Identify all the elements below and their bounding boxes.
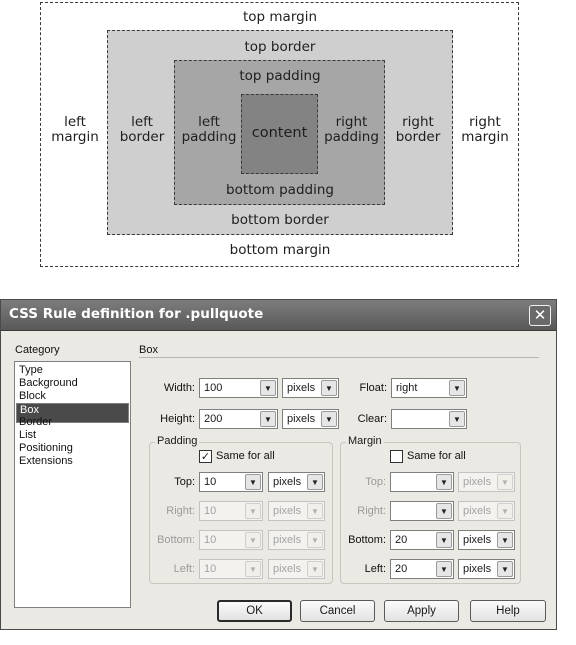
chevron-down-icon[interactable]: ▼ bbox=[436, 474, 452, 490]
chevron-down-icon[interactable]: ▼ bbox=[260, 411, 276, 427]
padding-group-title: Padding bbox=[157, 435, 198, 447]
height-unit-select[interactable]: pixels ▼ bbox=[282, 409, 339, 429]
category-item-extensions[interactable]: Extensions bbox=[19, 455, 73, 467]
padding-top-unit-select[interactable]: pixels ▼ bbox=[268, 472, 325, 492]
margin-right-select[interactable] bbox=[390, 501, 454, 521]
help-button[interactable]: Help bbox=[470, 600, 546, 622]
left-padding-label: left padding bbox=[181, 114, 237, 145]
width-unit-select[interactable]: pixels ▼ bbox=[282, 378, 339, 398]
padding-top-select[interactable]: 10 ▼ bbox=[199, 472, 263, 492]
chevron-down-icon[interactable]: ▼ bbox=[321, 380, 337, 396]
category-label: Category bbox=[15, 344, 60, 356]
dialog-title: CSS Rule definition for .pullquote bbox=[9, 306, 264, 322]
margin-top-unit-select: pixels ▼ bbox=[458, 472, 515, 492]
margin-right-unit-select: pixels ▼ bbox=[458, 501, 515, 521]
section-divider bbox=[139, 357, 539, 358]
top-margin-label: top margin bbox=[242, 9, 318, 25]
right-border-label: right border bbox=[395, 114, 441, 145]
bottom-padding-label: bottom padding bbox=[226, 182, 334, 198]
float-select[interactable]: right ▼ bbox=[391, 378, 467, 398]
chevron-down-icon[interactable]: ▼ bbox=[245, 474, 261, 490]
chevron-down-icon[interactable]: ▼ bbox=[436, 503, 452, 519]
padding-bottom-label: Bottom: bbox=[157, 534, 195, 546]
padding-bottom-select: 10 ▼ bbox=[199, 530, 263, 550]
apply-button[interactable]: Apply bbox=[384, 600, 459, 622]
padding-left-select: 10 ▼ bbox=[199, 559, 263, 579]
height-label: Height: bbox=[160, 413, 195, 425]
category-item-block[interactable]: Block bbox=[19, 390, 46, 402]
margin-left-label: Left: bbox=[364, 563, 386, 575]
clear-label: Clear: bbox=[357, 413, 387, 425]
category-item-positioning[interactable]: Positioning bbox=[19, 442, 73, 454]
padding-right-select: 10 ▼ bbox=[199, 501, 263, 521]
chevron-down-icon[interactable]: ▼ bbox=[449, 380, 465, 396]
margin-same-label: Same for all bbox=[407, 450, 466, 462]
right-padding-label: right padding bbox=[324, 114, 379, 145]
chevron-down-icon[interactable]: ▼ bbox=[321, 411, 337, 427]
left-margin-label: left margin bbox=[51, 114, 99, 145]
close-icon[interactable]: ✕ bbox=[529, 305, 551, 326]
left-border-label: left border bbox=[119, 114, 165, 145]
category-item-list[interactable]: List bbox=[19, 429, 37, 441]
section-title: Box bbox=[139, 344, 158, 356]
category-item-background[interactable]: Background bbox=[19, 377, 78, 389]
chevron-down-icon: ▼ bbox=[497, 503, 513, 519]
top-border-label: top border bbox=[244, 39, 316, 55]
content-label: content bbox=[251, 125, 308, 141]
padding-same-label: Same for all bbox=[216, 450, 275, 462]
padding-same-checkbox[interactable]: ✓ bbox=[200, 450, 211, 463]
chevron-down-icon[interactable]: ▼ bbox=[307, 474, 323, 490]
chevron-down-icon: ▼ bbox=[307, 503, 323, 519]
title-bar[interactable] bbox=[1, 300, 556, 331]
bottom-margin-label: bottom margin bbox=[229, 242, 331, 258]
padding-bottom-unit-select: pixels ▼ bbox=[268, 530, 325, 550]
chevron-down-icon: ▼ bbox=[245, 532, 261, 548]
chevron-down-icon[interactable]: ▼ bbox=[436, 532, 452, 548]
padding-right-label: Right: bbox=[166, 505, 195, 517]
bottom-border-label: bottom border bbox=[231, 212, 329, 228]
margin-left-unit-select[interactable]: pixels ▼ bbox=[458, 559, 515, 579]
margin-bottom-unit-select[interactable]: pixels ▼ bbox=[458, 530, 515, 550]
margin-top-select[interactable] bbox=[390, 472, 454, 492]
padding-left-label: Left: bbox=[173, 563, 195, 575]
chevron-down-icon: ▼ bbox=[497, 474, 513, 490]
padding-right-unit-select: pixels ▼ bbox=[268, 501, 325, 521]
margin-group-title: Margin bbox=[348, 435, 382, 447]
chevron-down-icon[interactable]: ▼ bbox=[260, 380, 276, 396]
margin-bottom-label: Bottom: bbox=[348, 534, 386, 546]
chevron-down-icon[interactable]: ▼ bbox=[436, 561, 452, 577]
category-item-border[interactable]: Border bbox=[19, 416, 53, 428]
chevron-down-icon[interactable]: ▼ bbox=[449, 411, 465, 427]
height-select[interactable]: 200 ▼ bbox=[199, 409, 278, 429]
margin-left-select[interactable]: 20 ▼ bbox=[390, 559, 454, 579]
ok-button[interactable]: OK bbox=[217, 600, 292, 622]
clear-select[interactable] bbox=[391, 409, 467, 429]
chevron-down-icon: ▼ bbox=[245, 503, 261, 519]
margin-top-label: Top: bbox=[365, 476, 386, 488]
chevron-down-icon: ▼ bbox=[307, 532, 323, 548]
margin-same-checkbox[interactable] bbox=[390, 450, 403, 463]
padding-left-unit-select: pixels ▼ bbox=[268, 559, 325, 579]
cancel-button[interactable]: Cancel bbox=[300, 600, 375, 622]
padding-top-label: Top: bbox=[174, 476, 195, 488]
chevron-down-icon[interactable]: ▼ bbox=[497, 532, 513, 548]
category-list[interactable] bbox=[14, 361, 131, 608]
chevron-down-icon: ▼ bbox=[307, 561, 323, 577]
css-rule-dialog bbox=[0, 299, 557, 630]
chevron-down-icon[interactable]: ▼ bbox=[497, 561, 513, 577]
float-label: Float: bbox=[359, 382, 387, 394]
width-label: Width: bbox=[163, 382, 195, 394]
top-padding-label: top padding bbox=[239, 68, 321, 84]
width-select[interactable]: 100 ▼ bbox=[199, 378, 278, 398]
category-item-type[interactable]: Type bbox=[19, 364, 43, 376]
margin-bottom-select[interactable]: 20 ▼ bbox=[390, 530, 454, 550]
chevron-down-icon: ▼ bbox=[245, 561, 261, 577]
margin-right-label: Right: bbox=[357, 505, 386, 517]
right-margin-label: right margin bbox=[461, 114, 509, 145]
category-item-box[interactable]: Box bbox=[16, 403, 129, 423]
